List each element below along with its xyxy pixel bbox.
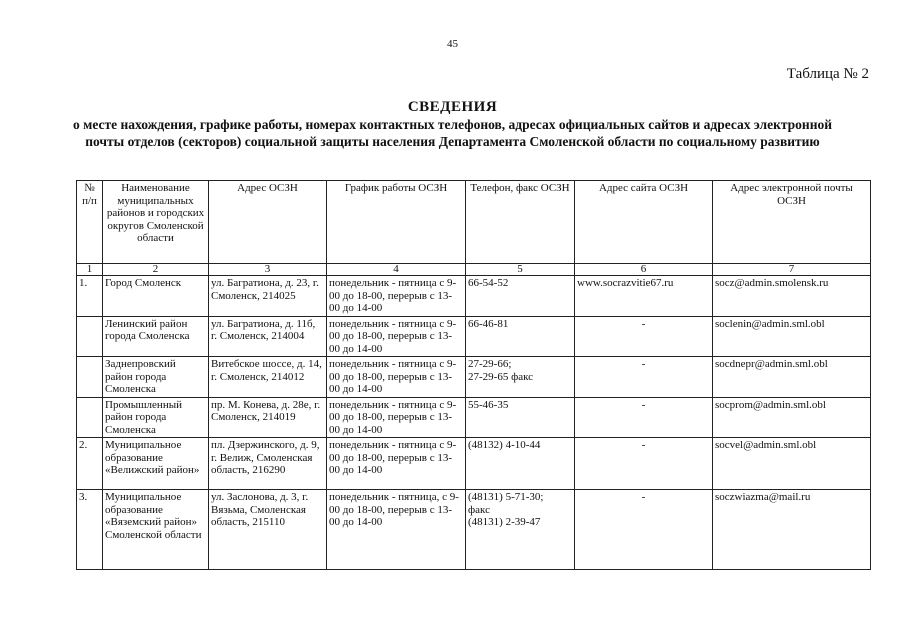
row-phone: 27-29-66; 27-29-65 факс: [466, 357, 575, 398]
row-phone: (48132) 4-10-44: [466, 438, 575, 490]
row-phone: 66-46-81: [466, 316, 575, 357]
header-schedule: График работы ОСЗН: [327, 181, 466, 264]
row-site: -: [575, 490, 713, 570]
row-number: [77, 357, 103, 398]
row-email: soczwiazma@mail.ru: [713, 490, 871, 570]
table-row: [77, 490, 871, 570]
row-name: Ленинский район города Смоленска: [103, 316, 209, 357]
row-number: 3.: [77, 490, 103, 570]
row-address: Витебское шоссе, д. 14, г. Смоленск, 214012: [209, 357, 327, 398]
row-address: пр. М. Конева, д. 28е, г. Смоленск, 214019: [209, 397, 327, 438]
row-site: -: [575, 438, 713, 490]
row-email: socz@admin.smolensk.ru: [713, 276, 871, 317]
row-email: socvel@admin.sml.obl: [713, 438, 871, 490]
row-email: socdnepr@admin.sml.obl: [713, 357, 871, 398]
table-row: [77, 316, 871, 357]
row-site: www.socrazvitie67.ru: [575, 276, 713, 317]
row-schedule: понедельник - пятница с 9-00 до 18-00, перерыв с 13-00 до 14-00: [327, 397, 466, 438]
row-name: Муниципальное образование «Вяземский район» Смоленской области: [103, 490, 209, 570]
row-address: ул. Заслонова, д. 3, г. Вязьма, Смоленская область, 215110: [209, 490, 327, 570]
row-site: -: [575, 357, 713, 398]
departments-table: [76, 180, 871, 570]
header-phone: Телефон, факс ОСЗН: [466, 181, 575, 264]
row-phone: 55-46-35: [466, 397, 575, 438]
row-name: Заднепровский район города Смоленска: [103, 357, 209, 398]
column-number: 2: [103, 264, 209, 276]
row-email: soclenin@admin.sml.obl: [713, 316, 871, 357]
row-number: 2.: [77, 438, 103, 490]
column-number: 1: [77, 264, 103, 276]
table-label: Таблица № 2: [786, 66, 869, 82]
page-number: 45: [447, 38, 458, 50]
heading-subtitle: о месте нахождения, графике работы, номерах контактных телефонов, адресах официальных сайтов и адресах электронной почты отделов (секторов) социальной защиты населения Департамента Смоленской области по социальному развитию: [73, 117, 832, 149]
row-phone: (48131) 5-71-30; факс (48131) 2-39-47: [466, 490, 575, 570]
table-header-row: [77, 181, 871, 264]
row-number: 1.: [77, 276, 103, 317]
row-schedule: понедельник - пятница с 9-00 до 18-00, перерыв с 13-00 до 14-00: [327, 438, 466, 490]
row-schedule: понедельник - пятница, с 9-00 до 18-00, перерыв с 13-00 до 14-00: [327, 490, 466, 570]
row-phone: 66-54-52: [466, 276, 575, 317]
row-schedule: понедельник - пятница с 9-00 до 18-00, перерыв с 13-00 до 14-00: [327, 357, 466, 398]
row-number: [77, 316, 103, 357]
column-number-row: [77, 264, 871, 276]
row-name: Город Смоленск: [103, 276, 209, 317]
column-number: 7: [713, 264, 871, 276]
heading-title: СВЕДЕНИЯ: [407, 99, 498, 115]
header-number: № п/п: [77, 181, 103, 264]
row-schedule: понедельник - пятница с 9-00 до 18-00, перерыв с 13-00 до 14-00: [327, 316, 466, 357]
header-email: Адрес электронной почты ОСЗН: [713, 181, 871, 264]
header-address: Адрес ОСЗН: [209, 181, 327, 264]
row-email: socprom@admin.sml.obl: [713, 397, 871, 438]
column-number: 5: [466, 264, 575, 276]
row-site: -: [575, 316, 713, 357]
document-heading: [60, 98, 845, 150]
table-row: [77, 438, 871, 490]
header-name: Наименование муниципальных районов и городских округов Смоленской области: [103, 181, 209, 264]
row-address: пл. Дзержинского, д. 9, г. Велиж, Смоленская область, 216290: [209, 438, 327, 490]
table-row: [77, 276, 871, 317]
row-address: ул. Багратиона, д. 11б, г. Смоленск, 214004: [209, 316, 327, 357]
column-number: 3: [209, 264, 327, 276]
table-row: [77, 397, 871, 438]
row-name: Промышленный район города Смоленска: [103, 397, 209, 438]
row-number: [77, 397, 103, 438]
row-name: Муниципальное образование «Велижский район»: [103, 438, 209, 490]
row-schedule: понедельник - пятница с 9-00 до 18-00, перерыв с 13-00 до 14-00: [327, 276, 466, 317]
row-address: ул. Багратиона, д. 23, г. Смоленск, 214025: [209, 276, 327, 317]
header-site: Адрес сайта ОСЗН: [575, 181, 713, 264]
column-number: 4: [327, 264, 466, 276]
table-row: [77, 357, 871, 398]
row-site: -: [575, 397, 713, 438]
column-number: 6: [575, 264, 713, 276]
